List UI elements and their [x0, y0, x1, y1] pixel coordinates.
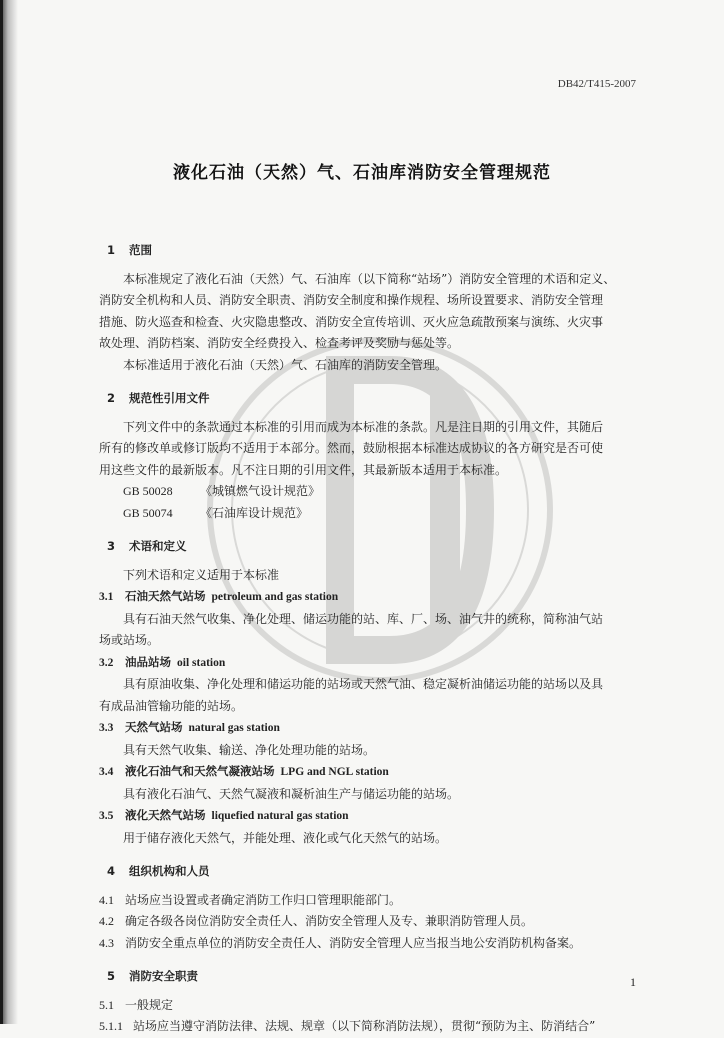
- section-1-paragraph-line: 故处理、消防档案、消防安全经费投入、检查考评及奖励与惩处等。: [99, 336, 460, 350]
- term-definition: 场或站场。: [99, 633, 160, 647]
- term-heading: 3.1 石油天然气站场 petroleum and gas station: [99, 589, 339, 603]
- reference-item: GB 50074 《石油库设计规范》: [123, 505, 309, 520]
- section-1-heading: 1 范围: [107, 243, 152, 257]
- section-2-paragraph-line: 下列文件中的条款通过本标准的引用而成为本标准的条款。凡是注日期的引用文件，其随后: [123, 419, 604, 434]
- section-1-paragraph-line: 消防安全机构和人员、消防安全职责、消防安全制度和操作规程、场所设置要求、消防安全管理: [99, 293, 604, 307]
- section-1-paragraph-2: 本标准适用于液化石油（天然）气、石油库的消防安全管理。: [123, 357, 448, 372]
- section-2-heading: 2 规范性引用文件: [107, 391, 210, 405]
- section-1-paragraph-line: 措施、防火巡查和检查、火灾隐患整改、消防安全宣传培训、灭火应急疏散预案与演练、火灾事: [99, 314, 604, 329]
- term-heading: 3.3 天然气站场 natural gas station: [99, 720, 280, 734]
- section-3-intro: 下列术语和定义适用于本标准: [123, 567, 280, 582]
- section-2-paragraph-line: 用这些文件的最新版本。凡不注日期的引用文件，其最新版本适用于本标准。: [99, 462, 508, 477]
- term-definition: 有成品油管输功能的站场。: [99, 698, 244, 713]
- term-definition: 用于储存液化天然气，并能处理、液化或气化天然气的站场。: [123, 830, 448, 845]
- list-item: 4.3 消防安全重点单位的消防安全责任人、消防安全管理人应当报当地公安消防机构备案。: [99, 935, 582, 950]
- scan-shadow-edge: [0, 0, 18, 1024]
- section-4-heading: 4 组织机构和人员: [107, 864, 210, 878]
- document-body: [99, 240, 635, 1038]
- list-item: 4.2 确定各级各岗位消防安全责任人、消防安全管理人及专、兼职消防管理人员。: [99, 914, 534, 928]
- list-item: 5.1.1 站场应当遵守消防法律、法规、规章（以下简称消防法规），贯彻“预防为主、防消结合”: [99, 1019, 596, 1033]
- list-item: 4.1 站场应当设置或者确定消防工作归口管理职能部门。: [99, 892, 402, 907]
- term-definition: 具有天然气收集、输送、净化处理功能的站场。: [123, 742, 376, 757]
- term-definition: 具有原油收集、净化处理和储运功能的站场或天然气油、稳定凝析油储运功能的站场以及具: [123, 677, 604, 691]
- term-heading: 3.2 油品站场 oil station: [99, 654, 226, 669]
- term-definition: 具有液化石油气、天然气凝液和凝析油生产与储运功能的站场。: [123, 786, 460, 801]
- section-2-paragraph-line: 所有的修改单或修订版均不适用于本部分。然而，鼓励根据本标准达成协议的各方研究是否可使: [99, 441, 604, 455]
- term-definition: 具有石油天然气收集、净化处理、储运功能的站、库、厂、场、油气井的统称，简称油气站: [123, 611, 604, 626]
- section-5-heading: 5 消防安全职责: [107, 969, 198, 983]
- term-heading: 3.5 液化天然气站场 liquefied natural gas station: [99, 808, 349, 822]
- page-number: 1: [630, 975, 636, 989]
- document-title: 液化石油（天然）气、石油库消防安全管理规范: [173, 163, 551, 183]
- section-3-heading: 3 术语和定义: [107, 539, 187, 553]
- reference-item: GB 50028 《城镇燃气设计规范》: [123, 484, 321, 498]
- document-code: DB42/T415-2007: [557, 78, 636, 90]
- subsection-heading: 5.1 一般规定: [99, 997, 174, 1012]
- term-heading: 3.4 液化石油气和天然气凝液站场 LPG and NGL station: [99, 764, 389, 778]
- section-1-paragraph-line: 本标准规定了液化石油（天然）气、石油库（以下简称“站场”）消防安全管理的术语和定义、: [123, 271, 616, 286]
